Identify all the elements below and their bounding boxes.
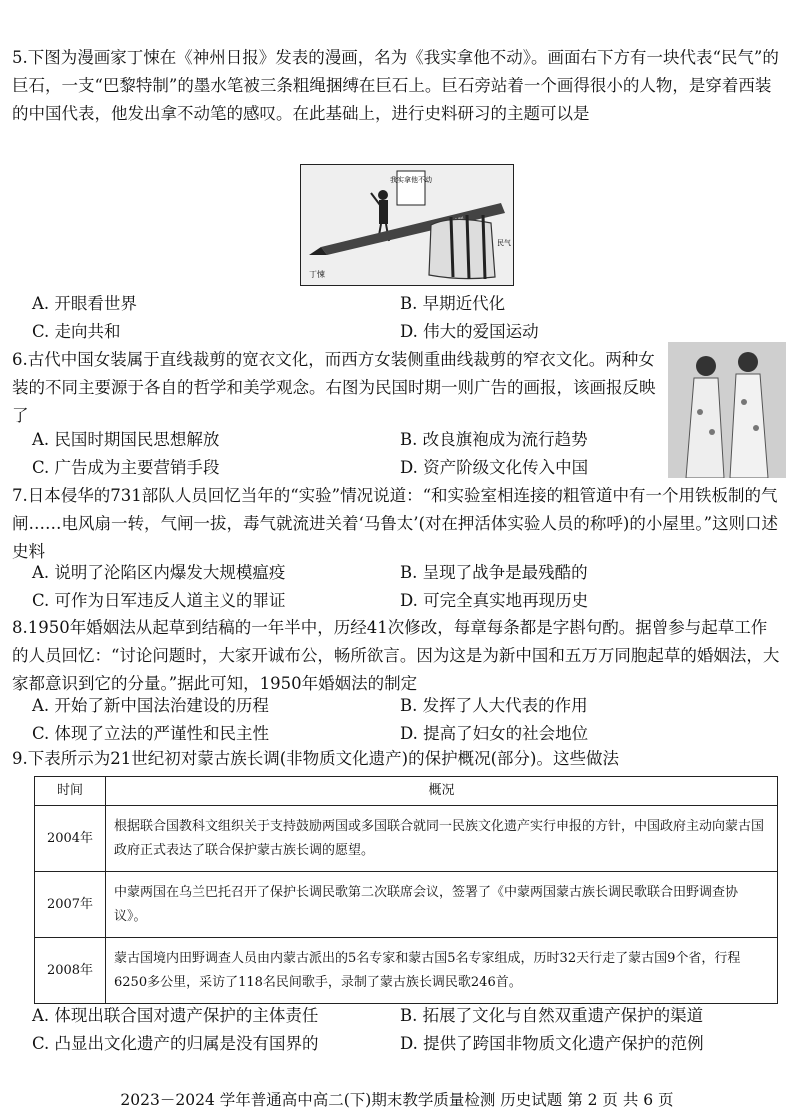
- question-8-text: 8.1950年婚姻法从起草到结稿的一年半中，历经41次修改，每章每条都是字斟句酌。据曾参与起草工作的人员回忆：“讨论问题时，大家开诚布公，畅所欲言。因为这是为新中国和五万万同胞起草的婚姻法，大家都意识到它的分量。”据此可知，1950年婚姻法的制定: [12, 618, 780, 693]
- table-cell-desc: 根据联合国教科文组织关于支持鼓励两国或多国联合就同一民族文化遗产实行申报的方针，中国政府主动向蒙古国政府正式表达了联合保护蒙古族长调的愿望。: [106, 806, 778, 872]
- q7-option-b[interactable]: B. 呈现了战争是最残酷的: [400, 563, 588, 582]
- question-6-text: 6.古代中国女装属于直线裁剪的宽衣文化，而西方女装侧重曲线裁剪的窄衣文化。两种女装的不同主要源于各自的哲学和美学观念。右图为民国时期一则广告的画报，该画报反映了: [12, 350, 656, 425]
- advertisement-drawing: [668, 342, 786, 478]
- q7-option-a[interactable]: A. 说明了沦陷区内爆发大规模瘟疫: [32, 563, 286, 582]
- question-7: [12, 482, 782, 566]
- advertisement-photo: [668, 342, 786, 478]
- table-row: [35, 872, 778, 938]
- question-5: [12, 44, 782, 128]
- table-cell-year: 2008年: [35, 938, 106, 1004]
- q9-option-c[interactable]: C. 凸显出文化遗产的归属是没有国界的: [32, 1034, 319, 1053]
- q6-option-a[interactable]: A. 民国时期国民思想解放: [32, 430, 220, 449]
- page-footer: 2023－2024 学年普通高中高二(下)期末教学质量检测 历史试题 第 2 页 共 6 页: [120, 1091, 674, 1109]
- q6-option-d[interactable]: D. 资产阶级文化传入中国: [400, 458, 589, 477]
- question-7-options: [32, 559, 772, 615]
- question-7-text: 7.日本侵华的731部队人员回忆当年的“实验”情况说道：“和实验室相连接的粗管道中有一个用铁板制的气闸……电风扇一转，气闸一拔，毒气就流进关着‘马鲁太’(对在押活体实验人员的称呼)的小屋里。”这则口述史料: [12, 486, 779, 561]
- cartoon-drawing: [301, 165, 513, 285]
- question-6: [12, 346, 664, 430]
- q6-option-c[interactable]: C. 广告成为主要营销手段: [32, 458, 220, 477]
- speech-text: 我实拿他不动: [390, 176, 432, 184]
- table-header-time: 时间: [35, 777, 106, 806]
- cartoon-image: [300, 164, 514, 286]
- question-9: [12, 745, 782, 773]
- q8-option-a[interactable]: A. 开始了新中国法治建设的历程: [32, 696, 269, 715]
- q9-option-d[interactable]: D. 提供了跨国非物质文化遗产保护的范例: [400, 1034, 704, 1053]
- q8-option-b[interactable]: B. 发挥了人大代表的作用: [400, 696, 588, 715]
- question-6-options: [32, 426, 652, 482]
- question-5-options: [32, 290, 772, 346]
- protection-table: [34, 776, 778, 1004]
- signature-text: 丁悚: [309, 270, 325, 279]
- stone-text: 民气: [497, 239, 511, 247]
- table-cell-desc: 中蒙两国在乌兰巴托召开了保护长调民歌第二次联席会议，签署了《中蒙两国蒙古族长调民歌联合田野调查协议》。: [106, 872, 778, 938]
- q5-option-d[interactable]: D. 伟大的爱国运动: [400, 322, 539, 341]
- table-header-overview: 概况: [106, 777, 778, 806]
- q9-option-b[interactable]: B. 拓展了文化与自然双重遗产保护的渠道: [400, 1006, 704, 1025]
- question-8-options: [32, 692, 772, 748]
- q7-option-c[interactable]: C. 可作为日军违反人道主义的罪证: [32, 591, 286, 610]
- table-row: [35, 938, 778, 1004]
- question-5-text: 5.下图为漫画家丁悚在《神州日报》发表的漫画，名为《我实拿他不动》。画面右下方有一块代表“民气”的巨石，一支“巴黎特制”的墨水笔被三条粗绳捆缚在巨石上。巨石旁站着一个画得很小的人物，是穿着西装的中国代表，他发出拿不动笔的感叹。在此基础上，进行史料研习的主题可以是: [12, 48, 779, 123]
- question-9-text: 9.下表所示为21世纪初对蒙古族长调(非物质文化遗产)的保护概况(部分)。这些做法: [12, 749, 619, 768]
- q9-option-a[interactable]: A. 体现出联合国对遗产保护的主体责任: [32, 1006, 319, 1025]
- question-8: [12, 614, 782, 698]
- table-cell-desc: 蒙古国境内田野调查人员由内蒙古派出的5名专家和蒙古国5名专家组成，历时32天行走了蒙古国9个省，行程6250多公里，采访了118名民间歌手，录制了蒙古族长调民歌246首。: [106, 938, 778, 1004]
- table-cell-year: 2004年: [35, 806, 106, 872]
- q5-option-a[interactable]: A. 开眼看世界: [32, 294, 137, 313]
- q5-option-b[interactable]: B. 早期近代化: [400, 294, 506, 313]
- q8-option-d[interactable]: D. 提高了妇女的社会地位: [400, 724, 589, 743]
- table-row: [35, 806, 778, 872]
- table-cell-year: 2007年: [35, 872, 106, 938]
- table-header-row: [35, 777, 778, 806]
- q5-option-c[interactable]: C. 走向共和: [32, 322, 121, 341]
- q8-option-c[interactable]: C. 体现了立法的严谨性和民主性: [32, 724, 270, 743]
- question-9-options: [32, 1002, 772, 1058]
- q6-option-b[interactable]: B. 改良旗袍成为流行趋势: [400, 430, 588, 449]
- q7-option-d[interactable]: D. 可完全真实地再现历史: [400, 591, 589, 610]
